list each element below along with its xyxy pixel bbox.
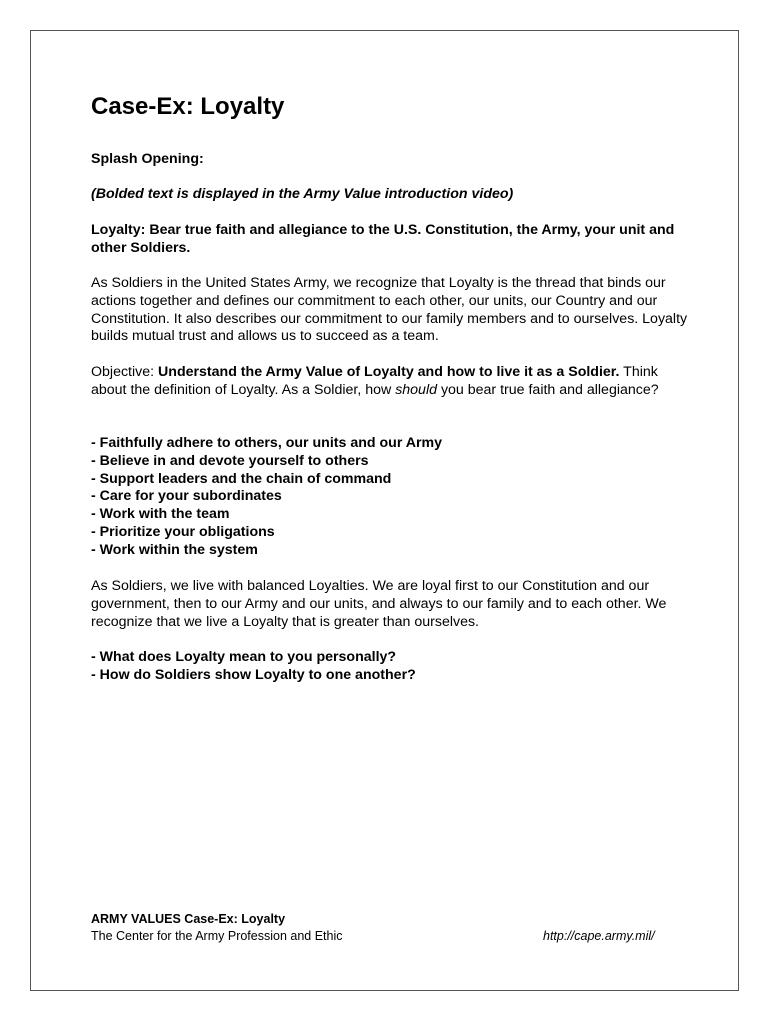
list-item: - Faithfully adhere to others, our units and our Army bbox=[91, 435, 443, 451]
list-item: - What does Loyalty mean to you personally? bbox=[91, 649, 397, 665]
discussion-questions-list bbox=[91, 649, 416, 685]
list-item: - Prioritize your obligations bbox=[91, 523, 275, 540]
list-item: - Believe in and devote yourself to others bbox=[91, 452, 369, 469]
question-after: you bear true faith and allegiance? bbox=[437, 381, 659, 398]
question-emphasis: should bbox=[395, 381, 437, 398]
list-item: - Support leaders and the chain of command bbox=[91, 470, 392, 487]
behaviors-list bbox=[91, 435, 442, 560]
footer-url-link[interactable]: http://cape.army.mil/ bbox=[543, 929, 655, 943]
objective-label: Objective: bbox=[91, 364, 159, 380]
list-item: - Work with the team bbox=[91, 506, 230, 523]
loyalty-definition: Loyalty: Bear true faith and allegiance to the U.S. Constitution, the Army, your unit and other Soldiers. bbox=[91, 222, 675, 256]
balanced-loyalties-paragraph: As Soldiers, we live with balanced Loyalties. We are loyal first to our Constitution and our government, then to our Army and our units, and always to our family and to each other. We recognize that we live a Loyalty that is greater than ourselves. bbox=[91, 578, 667, 630]
splash-heading: Splash Opening: bbox=[91, 151, 204, 167]
list-item: - How do Soldiers show Loyalty to one another? bbox=[91, 666, 416, 683]
footer-organization: The Center for the Army Profession and Ethic bbox=[91, 929, 343, 943]
question-before: Think about the definition of Loyalty. As a Soldier, how bbox=[91, 364, 658, 398]
footer-title: ARMY VALUES Case-Ex: Loyalty bbox=[91, 912, 286, 926]
document-title: Case-Ex: Loyalty bbox=[91, 93, 285, 120]
objective-paragraph bbox=[91, 364, 691, 400]
video-note: (Bolded text is displayed in the Army Value introduction video) bbox=[91, 186, 514, 202]
list-item: - Work within the system bbox=[91, 541, 258, 558]
objective-text: Understand the Army Value of Loyalty and how to live it as a Soldier. bbox=[158, 364, 620, 380]
intro-paragraph: As Soldiers in the United States Army, we recognize that Loyalty is the thread that binds our actions together and defines our commitment to each other, our units, our Country and our Constitution. It also describes our commitment to our family members and to ourselves. Loyalty builds mutual trust and allows us to succeed as a team. bbox=[91, 275, 688, 345]
list-item: - Care for your subordinates bbox=[91, 488, 282, 505]
